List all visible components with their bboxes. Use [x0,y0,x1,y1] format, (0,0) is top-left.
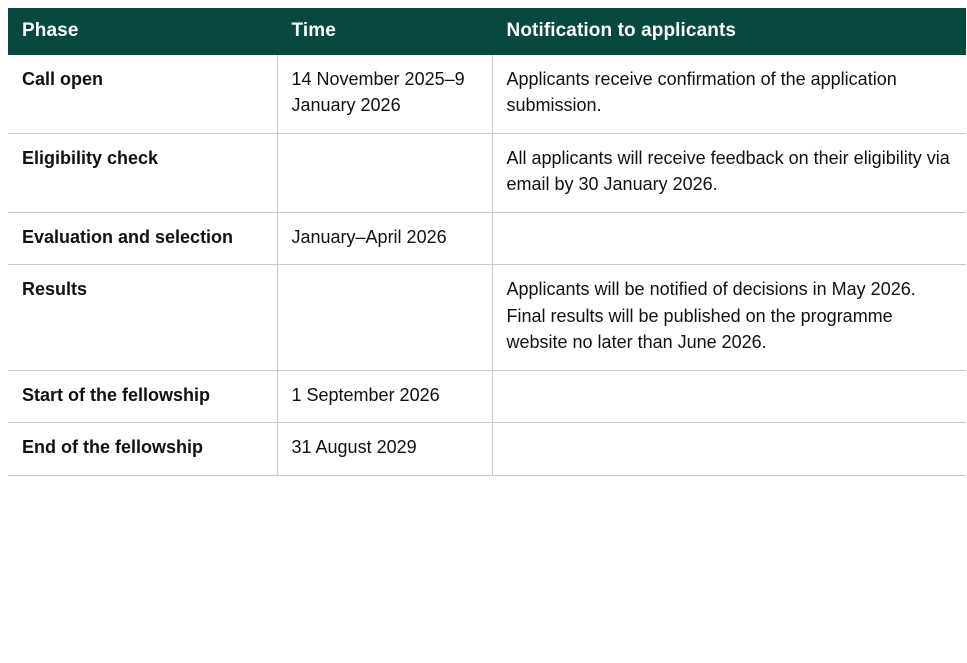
table-row [8,370,966,422]
cell-phase: Start of the fellowship [8,370,277,422]
table-row [8,212,966,264]
cell-time: 14 November 2025–9 January 2026 [277,55,492,133]
cell-phase: Eligibility check [8,133,277,212]
cell-notification: Applicants will be notified of decisions in May 2026. Final results will be published on the programme website no later than June 2026. [492,265,966,370]
table-row [8,423,966,475]
cell-phase: Evaluation and selection [8,212,277,264]
cell-notification [492,423,966,475]
column-header-time: Time [277,8,492,55]
cell-notification [492,212,966,264]
cell-notification [492,370,966,422]
cell-time [277,265,492,370]
cell-notification: Applicants receive confirmation of the application submission. [492,55,966,133]
cell-phase: Call open [8,55,277,133]
cell-time: January–April 2026 [277,212,492,264]
table-row [8,265,966,370]
table-header-row [8,8,966,55]
table-body [8,55,966,475]
cell-notification: All applicants will receive feedback on their eligibility via email by 30 January 2026. [492,133,966,212]
schedule-table [8,8,966,476]
cell-time: 31 August 2029 [277,423,492,475]
table-row [8,133,966,212]
schedule-table-container [0,8,967,476]
cell-time: 1 September 2026 [277,370,492,422]
cell-time [277,133,492,212]
cell-phase: End of the fellowship [8,423,277,475]
table-header [8,8,966,55]
column-header-phase: Phase [8,8,277,55]
cell-phase: Results [8,265,277,370]
column-header-notification: Notification to applicants [492,8,966,55]
table-row [8,55,966,133]
